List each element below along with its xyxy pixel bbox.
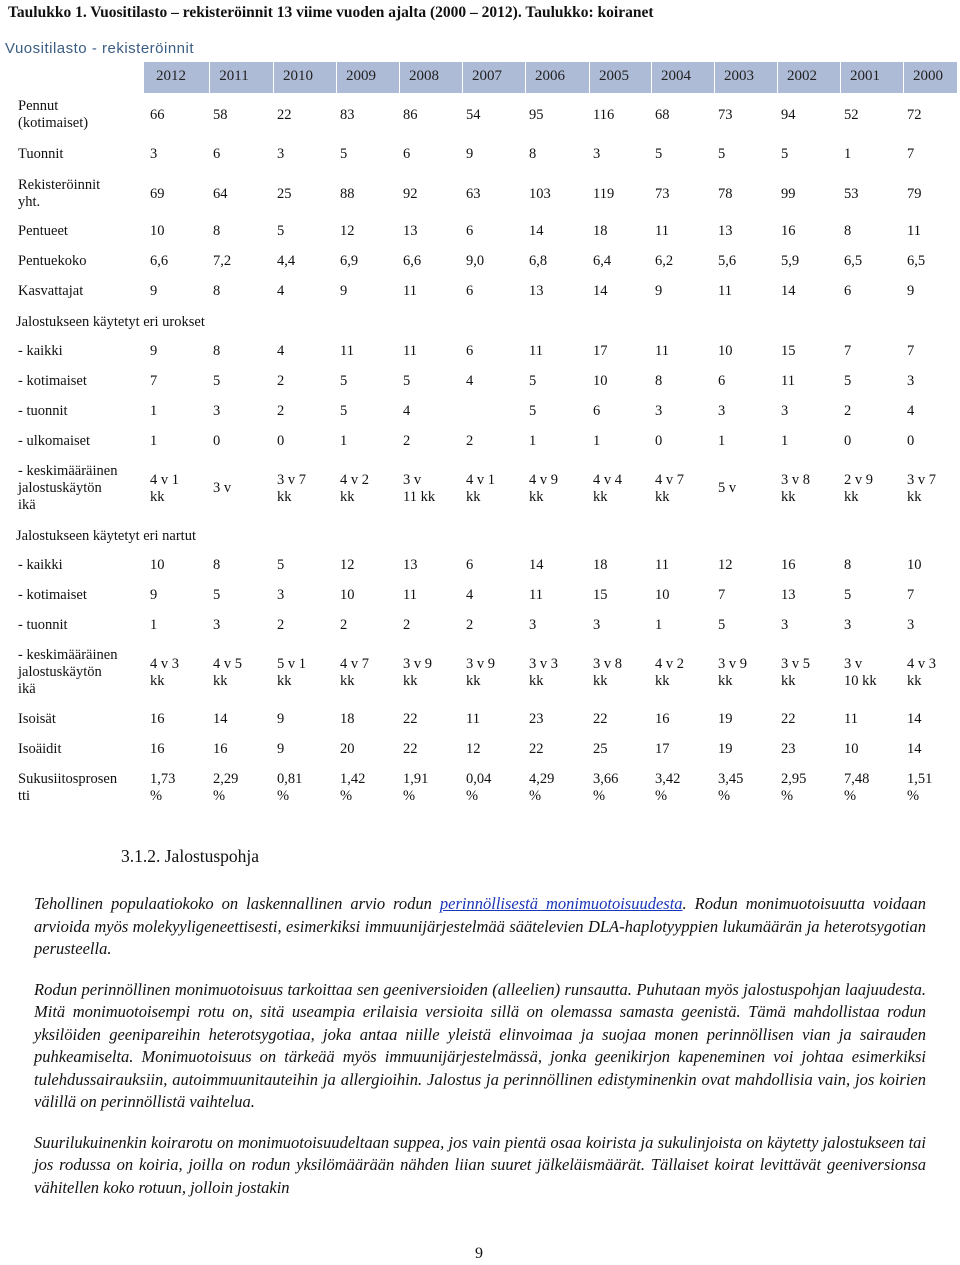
table-cell: 14 — [529, 557, 544, 573]
table-cell: 54 — [466, 107, 481, 123]
table-cell: 7 — [718, 587, 726, 603]
body-text — [34, 893, 926, 1217]
row-label: Jalostukseen käytetyt eri urokset — [16, 314, 205, 330]
year-header-2001: 2001 — [850, 68, 880, 84]
table-cell: 83 — [340, 107, 355, 123]
table-cell: 7 — [907, 146, 915, 162]
table-cell: 11 — [718, 283, 732, 299]
table-cell: 3 v 10 kk — [844, 656, 877, 689]
table-cell: 5 — [277, 557, 285, 573]
table-cell: 15 — [781, 343, 796, 359]
year-header-2002: 2002 — [787, 68, 817, 84]
table-cell: 2 — [340, 617, 348, 633]
row-label: Isoäidit — [18, 741, 62, 757]
year-header-2012: 2012 — [156, 68, 186, 84]
table-cell: 3 — [277, 587, 285, 603]
table-cell: 3,66 % — [593, 771, 619, 804]
table-cell: 13 — [529, 283, 544, 299]
table-cell: 78 — [718, 186, 733, 202]
row-label: - kotimaiset — [18, 373, 87, 389]
table-cell: 6,9 — [340, 253, 359, 269]
row-label: - ulkomaiset — [18, 433, 91, 449]
table-cell: 4 v 2 kk — [340, 472, 369, 505]
table-cell: 6 — [718, 373, 726, 389]
table-cell: 6,5 — [844, 253, 863, 269]
table-cell: 22 — [529, 741, 544, 757]
table-cell: 13 — [718, 223, 733, 239]
row-label: Isoisät — [18, 711, 56, 727]
table-cell: 8 — [213, 343, 221, 359]
page-number: 9 — [475, 1245, 483, 1262]
table-cell: 5 — [781, 146, 789, 162]
table-cell: 7 — [150, 373, 158, 389]
row-label: Jalostukseen käytetyt eri nartut — [16, 528, 196, 544]
table-cell: 5 — [213, 587, 221, 603]
table-cell: 8 — [213, 283, 221, 299]
table-cell: 2 — [277, 373, 285, 389]
table-cell: 6 — [466, 557, 474, 573]
table-cell: 4 v 9 kk — [529, 472, 558, 505]
table-cell: 2,95 % — [781, 771, 807, 804]
table-cell: 116 — [593, 107, 615, 123]
table-cell: 6 — [213, 146, 221, 162]
table-cell: 22 — [277, 107, 292, 123]
row-label: Tuonnit — [18, 146, 64, 162]
table-cell: 3 — [781, 617, 789, 633]
table-cell: 5 — [844, 373, 852, 389]
table-cell: 3 — [213, 617, 221, 633]
table-cell: 5 — [844, 587, 852, 603]
table-cell: 1 — [150, 433, 158, 449]
table-cell: 4 v 7 kk — [340, 656, 369, 689]
table-cell: 52 — [844, 107, 859, 123]
table-cell: 5 — [718, 617, 726, 633]
table-cell: 11 — [781, 373, 795, 389]
table-cell: 2 — [466, 433, 474, 449]
table-cell: 3 v — [213, 480, 232, 496]
table-cell: 0 — [277, 433, 285, 449]
table-cell: 53 — [844, 186, 859, 202]
table-cell: 68 — [655, 107, 670, 123]
table-cell: 5 — [340, 373, 348, 389]
table-cell: 2 — [466, 617, 474, 633]
row-label: Sukusiitosprosen tti — [18, 771, 118, 804]
table-cell: 7 — [907, 587, 915, 603]
table-cell: 3 v 3 kk — [529, 656, 558, 689]
table-cell: 6,8 — [529, 253, 548, 269]
table-cell: 6 — [466, 283, 474, 299]
table-cell: 9 — [907, 283, 915, 299]
table-cell: 16 — [781, 223, 796, 239]
table-cell: 1 — [150, 617, 158, 633]
table-cell: 4,29 % — [529, 771, 555, 804]
table-cell: 13 — [403, 223, 418, 239]
table-cell: 7,2 — [213, 253, 232, 269]
table-cell: 25 — [593, 741, 608, 757]
year-header-2005: 2005 — [599, 68, 629, 84]
table-cell: 11 — [844, 711, 858, 727]
table-cell: 3 — [655, 403, 663, 419]
table-cell: 3 — [150, 146, 158, 162]
table-cell: 9,0 — [466, 253, 485, 269]
table-cell: 2 v 9 kk — [844, 472, 873, 505]
table-cell: 1 — [781, 433, 789, 449]
table-cell: 12 — [718, 557, 733, 573]
table-cell: 1,42 % — [340, 771, 366, 804]
table-cell: 6 — [466, 223, 474, 239]
table-cell: 14 — [907, 741, 922, 757]
table-cell: 1 — [655, 617, 663, 633]
table-cell: 16 — [655, 711, 670, 727]
table-cell: 5 — [529, 403, 537, 419]
table-cell: 4 v 2 kk — [655, 656, 684, 689]
table-cell: 66 — [150, 107, 165, 123]
table-cell: 3 v 8 kk — [781, 472, 810, 505]
table-cell: 23 — [781, 741, 796, 757]
table-cell: 1,91 % — [403, 771, 429, 804]
table-cell: 16 — [781, 557, 796, 573]
year-header-2006: 2006 — [535, 68, 565, 84]
year-header-2007: 2007 — [472, 68, 502, 84]
row-label: Kasvattajat — [18, 283, 84, 299]
paragraph-3: Suurilukuinenkin koirarotu on monimuotoisuudeltaan suppea, jos vain pientä osaa koirista ja sukulinjoista on käytetty jalostukseen tai jos rodussa on koiria, joilla on rodun yksilömäärään nähden liian suuret jälkeläismäärät. Tällaiset koirat levittävät geeniversionsa vähitellen koko rotuun, jolloin jostakin — [34, 1132, 926, 1197]
table-cell: 13 — [781, 587, 796, 603]
table-cell: 4 — [403, 403, 411, 419]
table-cell: 86 — [403, 107, 418, 123]
table-cell: 7 — [844, 343, 852, 359]
table-cell: 8 — [655, 373, 663, 389]
year-header-2010: 2010 — [283, 68, 313, 84]
table-cell: 3 — [718, 403, 726, 419]
table-cell: 0 — [213, 433, 221, 449]
table-cell: 18 — [340, 711, 355, 727]
table-cell: 5,6 — [718, 253, 737, 269]
table-cell: 10 — [150, 557, 165, 573]
table-caption: Taulukko 1. Vuositilasto – rekisteröinnit 13 viime vuoden ajalta (2000 – 2012). Taulukko: koiranet — [8, 4, 654, 21]
table-cell: 6 — [593, 403, 601, 419]
section-title: 3.1.2. Jalostuspohja — [121, 846, 260, 866]
table-cell: 8 — [529, 146, 537, 162]
table-cell: 63 — [466, 186, 481, 202]
table-cell: 19 — [718, 741, 733, 757]
table-cell: 1 — [340, 433, 348, 449]
table-cell: 4 — [277, 283, 285, 299]
table-cell: 3 — [907, 617, 915, 633]
table-cell: 1 — [529, 433, 537, 449]
table-cell: 5 v 1 kk — [277, 656, 306, 689]
table-cell: 0 — [844, 433, 852, 449]
table-cell: 3 — [907, 373, 915, 389]
table-cell: 5 — [340, 146, 348, 162]
table-cell: 4,4 — [277, 253, 296, 269]
table-cell: 4 v 5 kk — [213, 656, 242, 689]
table-cell: 3 v 5 kk — [781, 656, 810, 689]
table-cell: 22 — [593, 711, 608, 727]
table-cell: 4 — [466, 373, 474, 389]
table-cell: 14 — [593, 283, 608, 299]
table-subtitle: Vuositilasto - rekisteröinnit — [5, 40, 195, 57]
table-cell: 6,5 — [907, 253, 926, 269]
table-cell: 1 — [150, 403, 158, 419]
table-cell: 5 — [403, 373, 411, 389]
table-cell: 11 — [655, 557, 669, 573]
row-label: - kaikki — [18, 557, 63, 573]
table-cell: 4 v 7 kk — [655, 472, 684, 505]
table-cell: 73 — [655, 186, 670, 202]
table-cell: 4 v 1 kk — [150, 472, 179, 505]
table-cell: 9 — [150, 587, 158, 603]
year-header-2004: 2004 — [661, 68, 691, 84]
table-cell: 3,42 % — [655, 771, 681, 804]
row-label: - tuonnit — [18, 617, 68, 633]
table-cell: 10 — [593, 373, 608, 389]
table-cell: 11 — [466, 711, 480, 727]
table-cell: 6 — [466, 343, 474, 359]
table-cell: 11 — [655, 223, 669, 239]
table-cell: 14 — [781, 283, 796, 299]
table-cell: 5 — [340, 403, 348, 419]
table-cell: 3 — [529, 617, 537, 633]
table-cell: 6 — [403, 146, 411, 162]
year-header-2003: 2003 — [724, 68, 754, 84]
table-cell: 3 — [844, 617, 852, 633]
table-cell: 6,2 — [655, 253, 674, 269]
table-cell: 3,45 % — [718, 771, 744, 804]
table-cell: 10 — [150, 223, 165, 239]
table-cell: 6 — [844, 283, 852, 299]
row-label: - kaikki — [18, 343, 63, 359]
table-cell: 99 — [781, 186, 796, 202]
table-cell: 25 — [277, 186, 292, 202]
table-cell: 11 — [340, 343, 354, 359]
table-cell: 20 — [340, 741, 355, 757]
table-cell: 11 — [403, 587, 417, 603]
year-header-2008: 2008 — [409, 68, 439, 84]
table-cell: 12 — [466, 741, 481, 757]
table-cell: 18 — [593, 223, 608, 239]
table-cell: 79 — [907, 186, 922, 202]
table-cell: 95 — [529, 107, 544, 123]
row-label: Pentuekoko — [18, 253, 87, 269]
table-cell: 2 — [403, 433, 411, 449]
table-cell: 72 — [907, 107, 922, 123]
table-cell: 3 v 8 kk — [593, 656, 622, 689]
table-cell: 3 — [593, 617, 601, 633]
table-cell: 2 — [277, 617, 285, 633]
year-header-2009: 2009 — [346, 68, 376, 84]
table-cell: 3 v 11 kk — [403, 472, 436, 505]
row-label: Pentueet — [18, 223, 68, 239]
table-cell: 9 — [466, 146, 474, 162]
table-cell: 11 — [529, 343, 543, 359]
table-cell: 4 — [907, 403, 915, 419]
table-cell: 12 — [340, 557, 355, 573]
table-cell: 3 v 7 kk — [907, 472, 936, 505]
table-cell: 5 — [655, 146, 663, 162]
table-cell: 6,4 — [593, 253, 612, 269]
table-cell: 14 — [529, 223, 544, 239]
table-cell: 9 — [655, 283, 663, 299]
row-label: - kotimaiset — [18, 587, 87, 603]
year-header-2011: 2011 — [219, 68, 249, 84]
table-cell: 11 — [529, 587, 543, 603]
table-cell: 16 — [213, 741, 228, 757]
table-cell: 4 v 4 kk — [593, 472, 622, 505]
table-cell: 11 — [907, 223, 921, 239]
table-cell: 2,29 % — [213, 771, 239, 804]
row-label: Rekisteröinnit yht. — [18, 177, 101, 210]
row-label: - tuonnit — [18, 403, 68, 419]
table-cell: 0,04 % — [466, 771, 492, 804]
table-cell: 4 v 3 kk — [907, 656, 936, 689]
table-cell: 2 — [277, 403, 285, 419]
table-cell: 3 — [593, 146, 601, 162]
table-cell: 11 — [655, 343, 669, 359]
paragraph-2: Rodun perinnöllinen monimuotoisuus tarkoittaa sen geeniversioiden (alleelien) runsautta. Puhutaan myös jalostuspohjan laajuudesta. Mitä monimuotoisempi rotu on, sitä useampia erilaisia versioita sillä on olemassa samasta geenistä. Tämä mahdollistaa rodun yksilöiden geenipareihin heterotsygotiaa, joka antaa niille yleistä elinvoimaa ja suojaa monen perinnöllisen vian ja sairauden puhkeamiselta. Monimuotoisuus on tärkeää myös immuunijärjestelmässä, jonka geenikirjon kapeneminen voi johtaa esimerkiksi tulehdussairauksiin, autoimmuunitauteihin ja allergioihin. Jalostus ja perinnöllinen edistyminenkin ovat mahdollisia vain, jos koirien välillä on perinnöllistä vaihtelua. — [34, 979, 926, 1111]
table-cell: 69 — [150, 186, 165, 202]
table-cell: 11 — [403, 283, 417, 299]
table-cell: 7 — [907, 343, 915, 359]
table-cell: 2 — [403, 617, 411, 633]
table-cell: 9 — [150, 283, 158, 299]
table-cell: 17 — [655, 741, 670, 757]
table-cell: 9 — [277, 711, 285, 727]
diversity-link[interactable]: perinnöllisestä monimuotoisuudesta — [439, 894, 683, 913]
table-cell: 11 — [403, 343, 417, 359]
table-cell: 14 — [213, 711, 228, 727]
table-cell: 5 — [277, 223, 285, 239]
table-cell: 0 — [907, 433, 915, 449]
table-cell: 94 — [781, 107, 796, 123]
table-cell: 119 — [593, 186, 615, 202]
table-cell: 58 — [213, 107, 228, 123]
table-cell: 9 — [277, 741, 285, 757]
table-cell: 1,51 % — [907, 771, 933, 804]
table-cell: 3 v 9 kk — [718, 656, 747, 689]
table-cell: 12 — [340, 223, 355, 239]
table-cell: 4 v 1 kk — [466, 472, 495, 505]
table-cell: 5 — [213, 373, 221, 389]
table-cell: 22 — [403, 741, 418, 757]
table-cell: 1,73 % — [150, 771, 176, 804]
table-cell: 3 v 9 kk — [403, 656, 432, 689]
table-cell: 17 — [593, 343, 608, 359]
table-cell: 88 — [340, 186, 355, 202]
table-cell: 1 — [718, 433, 726, 449]
table-cell: 4 — [466, 587, 474, 603]
table-cell: 22 — [403, 711, 418, 727]
table-cell: 16 — [150, 741, 165, 757]
table-cell: 3 — [213, 403, 221, 419]
table-cell: 92 — [403, 186, 418, 202]
table-cell: 5 — [718, 146, 726, 162]
table-cell: 3 v 7 kk — [277, 472, 306, 505]
table-cell: 10 — [718, 343, 733, 359]
table-cell: 8 — [213, 223, 221, 239]
table-cell: 6,6 — [150, 253, 169, 269]
table-cell: 0,81 % — [277, 771, 303, 804]
table-cell: 5,9 — [781, 253, 800, 269]
table-cell: 8 — [844, 223, 852, 239]
table-cell: 7,48 % — [844, 771, 870, 804]
table-cell: 18 — [593, 557, 608, 573]
table-cell: 10 — [844, 741, 859, 757]
table-cell: 5 — [529, 373, 537, 389]
table-cell: 1 — [844, 146, 852, 162]
table-cell: 6,6 — [403, 253, 422, 269]
table-cell: 0 — [655, 433, 663, 449]
row-label: Pennut (kotimaiset) — [18, 98, 89, 131]
table-cell: 3 v 9 kk — [466, 656, 495, 689]
table-cell: 64 — [213, 186, 228, 202]
table-cell: 14 — [907, 711, 922, 727]
table-cell: 16 — [150, 711, 165, 727]
table-cell: 19 — [718, 711, 733, 727]
table-cell: 15 — [593, 587, 608, 603]
table-cell: 8 — [844, 557, 852, 573]
table-cell: 3 — [277, 146, 285, 162]
row-label: - keskimääräinen jalostuskäytön ikä — [18, 647, 118, 697]
table-cell: 5 v — [718, 480, 737, 496]
table-cell: 8 — [213, 557, 221, 573]
table-cell: 10 — [340, 587, 355, 603]
year-header-2000: 2000 — [913, 68, 943, 84]
table-cell: 3 — [781, 403, 789, 419]
table-cell: 103 — [529, 186, 551, 202]
table-cell: 73 — [718, 107, 733, 123]
table-cell: 10 — [907, 557, 922, 573]
row-label: - keskimääräinen jalostuskäytön ikä — [18, 463, 118, 513]
paragraph-1: Tehollinen populaatiokoko on laskennallinen arvio rodun perinnöllisestä monimuotoisuudesta. Rodun monimuotoisuutta voidaan arvioida myös molekyyligeneettisesti, esimerkiksi immuunijärjestelmää säätelevien DLA-haplotyyppien lukumäärän ja heterotsygotian perusteella. — [34, 894, 926, 958]
table-cell: 23 — [529, 711, 544, 727]
table-cell: 4 v 3 kk — [150, 656, 179, 689]
table-cell: 9 — [150, 343, 158, 359]
table-cell: 2 — [844, 403, 852, 419]
table-cell: 13 — [403, 557, 418, 573]
table-cell: 1 — [593, 433, 601, 449]
table-cell: 10 — [655, 587, 670, 603]
table-cell: 4 — [277, 343, 285, 359]
table-cell: 22 — [781, 711, 796, 727]
table-cell: 9 — [340, 283, 348, 299]
